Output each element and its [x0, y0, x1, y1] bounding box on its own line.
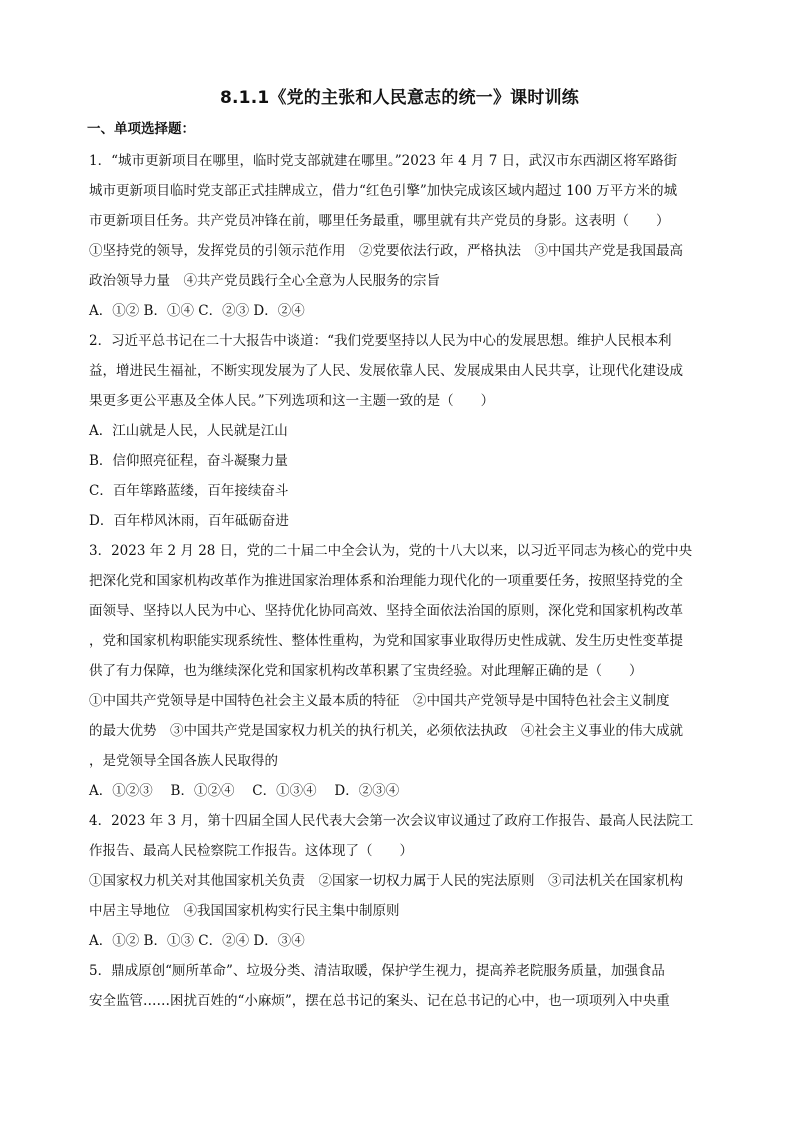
question-2-line-1: 2．习近平总书记在二十大报告中谈道：“我们党要坚持以人民为中心的发展思想。维护人民根本利	[89, 333, 672, 349]
question-3-statement-line-2: 的最大优势 ③中国共产党是国家权力机关的执行机关，必须依法执政 ④社会主义事业的伟大成就	[89, 723, 683, 739]
question-2	[89, 326, 710, 536]
question-5-line-1: 5．鼎成原创“厕所革命”、垃圾分类、清洁取暖，保护学生视力，提高养老院服务质量，加强食品	[89, 963, 665, 979]
question-3-line-2: 把深化党和国家机构改革作为推进国家治理体系和治理能力现代化的一项重要任务，按照坚持党的全	[89, 573, 683, 589]
question-4-statement-line-1: ①国家权力机关对其他国家机关负责 ②国家一切权力属于人民的宪法原则 ③司法机关在国家机构	[89, 873, 683, 889]
question-1-options: A．①② B．①④ C．②③ D．②④	[89, 303, 305, 319]
page-title: 8.1.1《党的主张和人民意志的统一》课时训练	[219, 88, 579, 108]
question-1-statement-line-1: ①坚持党的领导，发挥党员的引领示范作用 ②党要依法行政，严格执法 ③中国共产党是我国最高	[89, 243, 683, 259]
question-4-statement-line-2: 中居主导地位 ④我国国家机构实行民主集中制原则	[89, 903, 400, 919]
question-2-line-3: 果更多更公平惠及全体人民。”下列选项和这一主题一致的是（ ）	[89, 393, 495, 409]
question-5-line-2: 安全监管……困扰百姓的“小麻烦”，摆在总书记的案头、记在总书记的心中，也一项项列入中央重	[89, 993, 670, 1009]
section-heading: 一、单项选择题：	[87, 121, 195, 137]
question-4-line-2: 作报告、最高人民检察院工作报告。这体现了（ ）	[89, 843, 413, 859]
question-3-line-4: ，党和国家机构职能实现系统性、整体性重构，为党和国家事业取得历史性成就、发生历史性变革提	[89, 633, 683, 649]
question-2-option-c: C．百年筚路蓝缕，百年接续奋斗	[89, 483, 289, 499]
question-3-line-5: 供了有力保障，也为继续深化党和国家机构改革积累了宝贵经验。对此理解正确的是（ ）	[89, 663, 643, 679]
question-1-line-1: 1．“城市更新项目在哪里，临时党支部就建在哪里。”2023 年 4 月 7 日，武汉市东西湖区将军路街	[89, 153, 678, 169]
question-4-line-1: 4．2023 年 3 月，第十四届全国人民代表大会第一次会议审议通过了政府工作报告、最高人民法院工	[89, 813, 694, 829]
question-2-option-b: B．信仰照亮征程，奋斗凝聚力量	[89, 453, 288, 469]
question-2-option-a: A．江山就是人民，人民就是江山	[89, 423, 288, 439]
question-5	[89, 956, 710, 1016]
question-3-line-1: 3．2023 年 2 月 28 日，党的二十届二中全会认为，党的十八大以来，以习近平同志为核心的党中央	[89, 543, 693, 559]
question-3-statement-line-1: ①中国共产党领导是中国特色社会主义最本质的特征 ②中国共产党领导是中国特色社会主义制度	[89, 693, 670, 709]
question-1-statement-line-2: 政治领导力量 ④共产党员践行全心全意为人民服务的宗旨	[89, 273, 440, 289]
question-1	[89, 146, 710, 326]
question-2-option-d: D．百年栉风沐雨，百年砥砺奋进	[89, 513, 289, 529]
question-3	[89, 536, 710, 806]
question-2-line-2: 益，增进民生福祉，不断实现发展为了人民、发展依靠人民、发展成果由人民共享，让现代化建设成	[89, 363, 683, 379]
question-3-line-3: 面领导、坚持以人民为中心、坚持优化协同高效、坚持全面依法治国的原则，深化党和国家机构改革	[89, 603, 683, 619]
question-4	[89, 806, 710, 956]
question-1-line-3: 市更新项目任务。共产党员冲锋在前，哪里任务最重，哪里就有共产党员的身影。这表明（ ）	[89, 213, 670, 229]
question-1-line-2: 城市更新项目临时党支部正式挂牌成立，借力“红色引擎”加快完成该区域内超过 100 万平方米的城	[89, 183, 678, 199]
question-3-statement-line-3: ，是党领导全国各族人民取得的	[89, 753, 278, 769]
question-4-options: A．①② B．①③ C．②④ D．③④	[89, 933, 305, 949]
question-3-options: A．①②③ B．①②④ C．①③④ D．②③④	[89, 783, 400, 799]
